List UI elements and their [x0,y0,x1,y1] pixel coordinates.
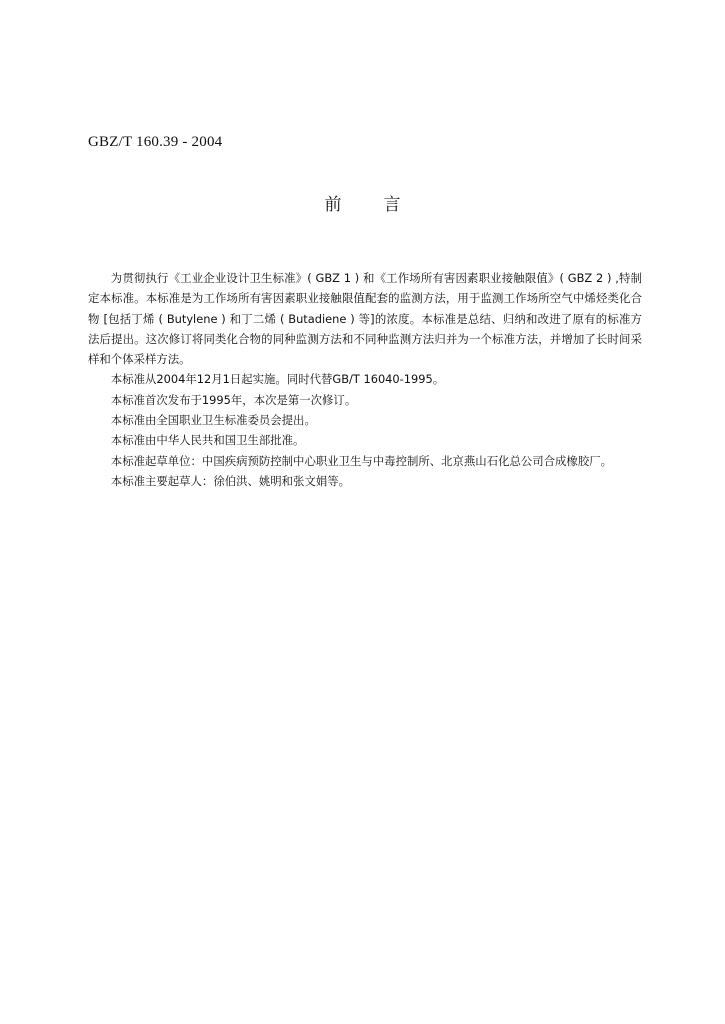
preface-body [88,268,642,491]
paragraph-drafting-units: 本标准起草单位：中国疾病预防控制中心职业卫生与中毒控制所、北京燕山石化总公司合成橡胶厂。 [110,453,612,468]
page-title: 前言 [324,195,443,215]
paragraph-approver: 本标准由中华人民共和国卫生部批准。 [110,433,305,448]
paragraph-first-release: 本标准首次发布于1995年，本次是第一次修订。 [110,392,357,407]
paragraph-drafters: 本标准主要起草人：徐伯洪、姚明和张文娟等。 [110,473,351,488]
paragraph-purpose: 为贯彻执行《工业企业设计卫生标准》( GBZ 1 ) 和《工作场所有害因素职业接触限值》( GBZ 2 ) ,特制定本标准。本标准是为工作场所有害因素职业接触限值配套的监测方法，用于监测工作场所空气中烯烃类化合物 [包括丁烯 ( Butylene ) 和丁二烯 ( Butadiene ) 等]的浓度。本标准是总结、归纳和改进了原有的标准方法后提出。这次修订将同类化合物的同种监测方法和不同种监测方法归并为一个标准方法，并增加了长时间采样和个体采样方法。 [88,271,642,367]
document-code: GBZ/T 160.39 - 2004 [88,134,223,150]
paragraph-effective-date: 本标准从2004年12月1日起实施。同时代替GB/T 16040-1995。 [110,372,445,387]
paragraph-proposer: 本标准由全国职业卫生标准委员会提出。 [110,413,316,428]
